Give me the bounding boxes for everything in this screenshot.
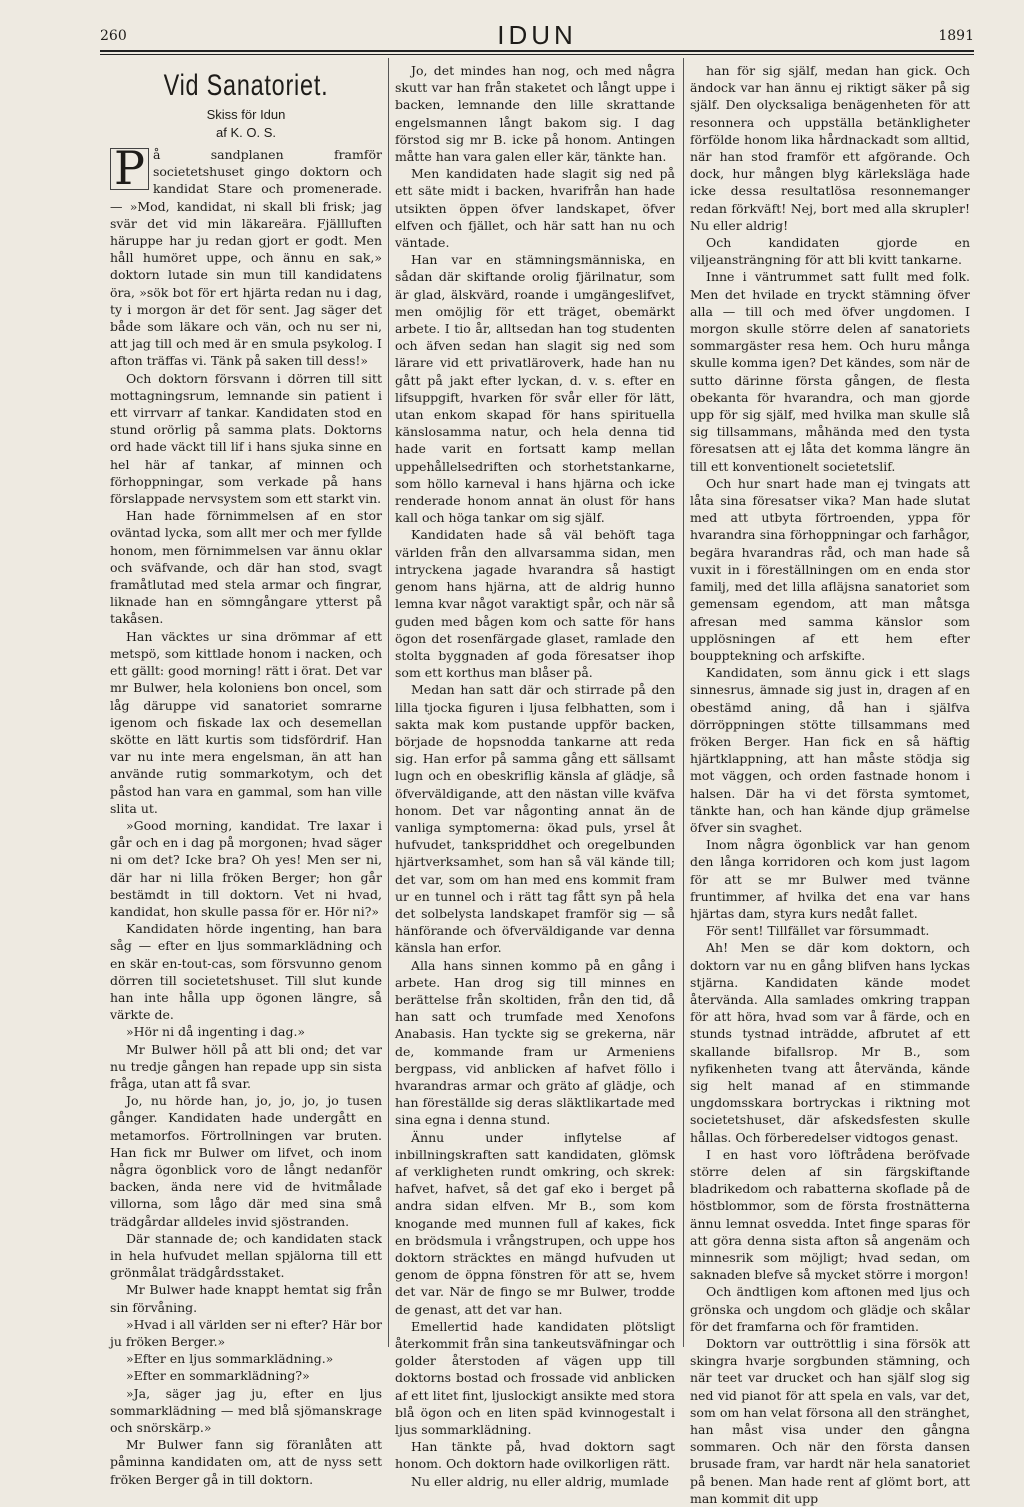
header-rule-thin xyxy=(100,54,974,55)
paragraph: »Hör ni då ingenting i dag.» xyxy=(126,1024,306,1040)
paragraph: Mr Bulwer höll på att bli ond; det var nu tredje gången han repade upp sin sista fråga, utan att få svar. xyxy=(110,1041,382,1091)
paragraph: Kandidaten hade så väl behöft taga världen från den allvarsamma sidan, men intryckena jagade hvarandra så hastigt genom hans hjärna, att de aldrig hunno lemna kvar något varaktigt spår, och när så guden med bågen kom och satte för hans ögon det rosenfärgade glaset, ramlade den stolta byggnaden af goda föresatser ihop som ett korthus man blåser på. xyxy=(395,527,675,681)
paragraph: han för sig själf, medan han gick. Och ändock var han ännu ej riktigt säker på sig själf. Den olycksaliga benägenheten för att resonnera och uppställa betänkligheter förfölde honom lika hårdnackadt som alltid, när han stod framför ett afgörande. Och dock, hur mången blyg kärleksläga hade icke dessa resultatlösa resonnemanger redan förkväft! Nej, bort med alla skrupler! Nu eller aldrig! xyxy=(690,63,970,233)
paragraph: P å sandplanen framför societetshuset gingo doktorn och kandidat Stare och promenerade. — »Mod, kandidat, ni skall bli frisk; jag svär det vid min läkareära. Fjällluften häruppe har ju redan gjort er godt. Men håll humöret uppe, och ännu en sak,» doktorn lutade sin mun till kandidatens öra, »sök bot för ert hjärta redan nu i dag, ty i morgon är det för sent. Jag säger det både som läkare och vän, och nu ser ni, att jag till och med är en smula psykolog. I afton träffas vi. Tänk på saken till dess!» xyxy=(110,141,382,369)
drop-cap: P xyxy=(110,148,149,190)
paragraph: Men kandidaten hade slagit sig ned på ett säte midt i backen, hvarifrån han hade utsikten öppen öfver landskapet, öfver elfven och fjället, och här satt han nu och väntade. xyxy=(395,166,675,251)
paragraph: Och hur snart hade man ej tvingats att låta sina föresatser vika? Man hade slutat med att utbyta förtroenden, yppa för hvarandra sina förhoppningar och farhågor, begära hvarandras råd, och man hade så vuxit in i föreställningen om en enda stor familj, med det lilla afläjsna sanatoriet som gemensam egendom, att man måtsga afresan med samma känslor som upplösningen af ett hem efter boupptekning och arfskifte. xyxy=(690,475,970,663)
article-title: Vid Sanatoriet. xyxy=(163,69,329,102)
column-2-text xyxy=(395,62,675,1490)
paragraph: För sent! Tillfället var försummadt. xyxy=(706,923,930,939)
paragraph: Och kandidaten gjorde en viljeansträngning för att bli kvitt tankarne. xyxy=(690,235,970,268)
paragraph: »Good morning, kandidat. Tre laxar i går och en i dag på morgonen; hvad säger ni om det? Icke bra? Oh yes! Men ser ni, där har ni lilla fröken Berger; hon går bestämdt in till doktorn. Vet ni hvad, kandidat, hon skulle passa för er. Hör ni?» xyxy=(110,817,382,919)
article-subtitle: Skiss för Idun xyxy=(206,107,286,122)
paragraph: Ah! Men se där kom doktorn, och doktorn var nu en gång blifven hans lyckas stjärna. Kandidaten kände modet återvända. Alla samlades omkring trappan för att höra, hvad som var å färde, och en stunds tystnad inträdde, afbrutet af ett skallande bifallsrop. Mr B., som nyfikenheten tvang att återvända, kände sig helt manad af en stimmande ungdomsskara bortryckas i riktning mot societetshuset, där afskedsfesten skulle hållas. Och förberedelser vidtogos genast. xyxy=(690,940,970,1145)
paragraph: Inne i väntrummet satt fullt med folk. Men det hvilade en tryckt stämning öfver alla — till och med öfver ungdomen. I morgon skulle större delen af sanatoriets sommargäster resa hem. Och huru många skulle komma igen? Det kändes, som när de sutto därinne första gången, de flesta obekanta för hvarandra, och man gjorde upp för sig själf, med hvilka man skulle slå sig tillsammans, måhända med den tysta föresatsen att ej låta det komma längre än till ett konventionelt societetslif. xyxy=(690,269,970,474)
paragraph: Mr Bulwer fann sig föranlåten att påminna kandidaten om, att de nyss sett fröken Berger gå in till doktorn. xyxy=(110,1437,382,1487)
paragraph: Han var en stämningsmänniska, en sådan där skiftande orolig fjärilnatur, som är glad, älskvärd, roande i umgängeslifvet, men omöjlig för ett träget, obemärkt arbete. I tio år, alltsedan han tog studenten och äfven sedan han slagit sig ned som lärare vid ett privatläroverk, hade han nu gått på jakt efter lyckan, d. v. s. efter en lifsuppgift, hvarken för svår eller för lätt, utan enkom skapad för hans spirituella känslosamma natur, och hela denna tid hade varit en fortsatt kamp mellan uppehållelsedriften och storhetstankarne, som höllo karneval i hans hjärna och icke renderade honom annat än olust för hans kall och höga tankar om sig själf. xyxy=(395,252,675,526)
column-3 xyxy=(690,62,970,1506)
paragraph: »Hvad i all världen ser ni efter? Här bor ju fröken Berger.» xyxy=(110,1316,382,1350)
paragraph: I en hast voro löftrådena beröfvade större delen af sin färgskiftande bladrikedom och rabatterna skoflade på de höstblommor, som de första frostnätterna ännu lemnat osvedda. Intet finge sparas för att göra denna sista afton så angenäm och minnesrik som möjligt; hvad sedan, om saknaden blefve så mycket större i morgon! xyxy=(690,1146,970,1283)
paragraph: Nu eller aldrig, nu eller aldrig, mumlade xyxy=(411,1473,669,1489)
paragraph: »Efter en sommarklädning?» xyxy=(126,1368,310,1384)
paragraph: Ännu under inflytelse af inbillningskraften satt kandidaten, glömsk af verkligheten rundt omkring, och skrek: hafvet, hafvet, så det gaf eko i berget på andra sidan elfven. Mr B., som kom knogande med munnen full af kakes, fick en brödsmula i vrångstrupen, och uppe hos doktorn sträcktes en mängd hufvuden ut genom de öppna fönstren för att se, hvem det var. När de fingo se mr Bulwer, trodde de genast, att det var han. xyxy=(395,1129,675,1317)
article-byline: af K. O. S. xyxy=(216,125,276,140)
paragraph: Jo, det mindes han nog, och med några skutt var han från staketet och långt uppe i backen, lemnande den lille skrattande engelsmannen långt bakom sig. I dag förstod sig mr B. icke på honom. Antingen måtte han vara galen eller kär, tänkte han. xyxy=(395,63,675,165)
column-divider xyxy=(388,58,389,1347)
paragraph: Kandidaten, som ännu gick i ett slags sinnesrus, ämnade sig just in, dragen af en obestämd aning, då han i själfva dörröppningen stötte tillsammans med fröken Berger. Han fick en så häftig hjärtklappning, att han måste stödja sig mot väggen, och orden fastnade honom i halsen. Där ha vi det första symtomet, tänkte han, och han kände djup grämelse öfver sin svaghet. xyxy=(690,665,970,835)
paragraph: »Efter en ljus sommarklädning.» xyxy=(126,1351,334,1367)
page-number: 260 xyxy=(100,28,127,44)
paragraph: Emellertid hade kandidaten plötsligt återkommit från sina tankeutsväfningar och golder återstoden af vägen upp till doktorns bostad och frossade vid anblicken af ett litet fint, ljuslockigt ansikte med stora blå ögon och en liten späd kvinnogestalt i ljus sommarklädning. xyxy=(395,1318,675,1438)
header-rule xyxy=(100,50,974,52)
paragraph: Han hade förnimmelsen af en stor oväntad lycka, som allt mer och mer fyllde honom, men förnimmelsen var ännu oklar och sväfvande, och där han stod, svagt framåtlutad med stela armar och fingrar, liknade han en sömngångare ytterst på takåsen. xyxy=(110,508,382,627)
column-1 xyxy=(110,62,382,1487)
paragraph: »Ja, säger jag ju, efter en ljus sommarklädning — med blå sjömanskrage och snörskärp.» xyxy=(110,1385,382,1436)
paragraph: Alla hans sinnen kommo på en gång i arbete. Han drog sig till minnes en berättelse från skoltiden, från den tid, då han satt och trumfade med Xenofons Anabasis. Han tyckte sig se grekerna, när de, kommande fram ur Armeniens bergpass, vid anblicken af hafvet föllo i hvarandras armar och gräto af glädje, och han föreställde sig deras släktlikartade med sina egna i denna stund. xyxy=(395,957,675,1128)
issue-year: 1891 xyxy=(938,28,974,44)
paragraph: Där stannade de; och kandidaten stack in hela hufvudet mellan spjälorna till ett grönmålat trädgårdsstaket. xyxy=(110,1230,382,1281)
paragraph: Och doktorn försvann i dörren till sitt mottagningsrum, lemnande sin patient i ett virrvarr af tankar. Kandidaten stod en stund orörlig på samma plats. Doktorns ord hade väckt till lif i hans sjuka sinne en hel här af tankar, af minnen och förhoppningar, som verkade på hans förslappade nervsystem som ett starkt vin. xyxy=(110,370,382,507)
column-2 xyxy=(395,62,675,1489)
column-divider xyxy=(683,58,684,1347)
page-header xyxy=(100,20,974,50)
column-1-text xyxy=(110,141,382,1488)
paragraph: Han väcktes ur sina drömmar af ett metspö, som kittlade honom i nacken, och ett gällt: good morning! rätt i örat. Det var mr Bulwer, hela koloniens bon oncel, som låg däruppe vid sanatoriet somrarne igenom och fiskade lax och desemellan skötte en lätt kurtis som tidsfördrif. Han var nu inte mera engelsman, än att han använde rutig sommarkotym, och det påstod han vara en gammal, som han ville slita ut. xyxy=(110,628,382,816)
paragraph: Inom några ögonblick var han genom den långa korridoren och kom just lagom för att se mr Bulwer med tvänne fruntimmer, af hvilka det ena var hans hjärtas dam, styra kurs nedåt fallet. xyxy=(690,837,970,921)
masthead-title: IDUN xyxy=(497,20,577,50)
paragraph: Han tänkte på, hvad doktorn sagt honom. Och doktorn hade ovilkorligen rätt. xyxy=(395,1439,675,1472)
paragraph: Jo, nu hörde han, jo, jo, jo, jo tusen gånger. Kandidaten hade undergått en metamorfos. Förtrollningen var bruten. Han fick mr Bulwer om lifvet, och inom några ögonblick voro de långt nedanför backen, ända nere vid de hvitmålade villorna, som lågo där med sina små trädgårdar alldeles invid sjöstranden. xyxy=(110,1093,382,1229)
paragraph: Medan han satt där och stirrade på den lilla tjocka figuren i ljusa felbhatten, som i sakta mak kom pustande uppför backen, började de hopsnodda tankarne att reda sig. Han erfor på samma gång ett sällsamt lugn och en obeskriflig känsla af glädje, så öfverväldigande, att den nästan ville kväfva honom. Det var någonting annat än de vanliga symptomerna: ökad puls, yrsel åt hufvudet, tankspriddhet och oregelbunden hjärtverksamhet, som han så väl kände till; det var, som om han med ens kommit fram ur en tunnel och i rätt tag fått syn på hela det solbelysta landskapet framför sig — så hänförande och öfverväldigande var denna känsla han erfor. xyxy=(395,682,675,956)
column-3-text xyxy=(690,62,970,1507)
paragraph: Doktorn var outtröttlig i sina försök att skingra hvarje sorgbunden stämning, och när teet var drucket och han själf slog sig ned vid pianot för att spela en vals, var det, som om han velat försona all den stränghet, han måst visa under den gångna sommaren. Och när den första dansen brusade fram, var hardt när hela sanatoriet på benen. Man hade rent af glömt bort, att man kommit dit upp xyxy=(690,1336,970,1506)
paragraph: Kandidaten hörde ingenting, han bara såg — efter en ljus sommarklädning och en skär en-tout-cas, som försvunno genom dörren till societetshuset. Till slut kunde han inte hålla upp ögonen längre, så värkte de. xyxy=(110,921,382,1023)
paragraph: Och ändtligen kom aftonen med ljus och grönska och ungdom och glädje och skålar för det framfarna och för framtiden. xyxy=(690,1284,970,1334)
paragraph: Mr Bulwer hade knappt hemtat sig från sin förvåning. xyxy=(110,1282,382,1315)
